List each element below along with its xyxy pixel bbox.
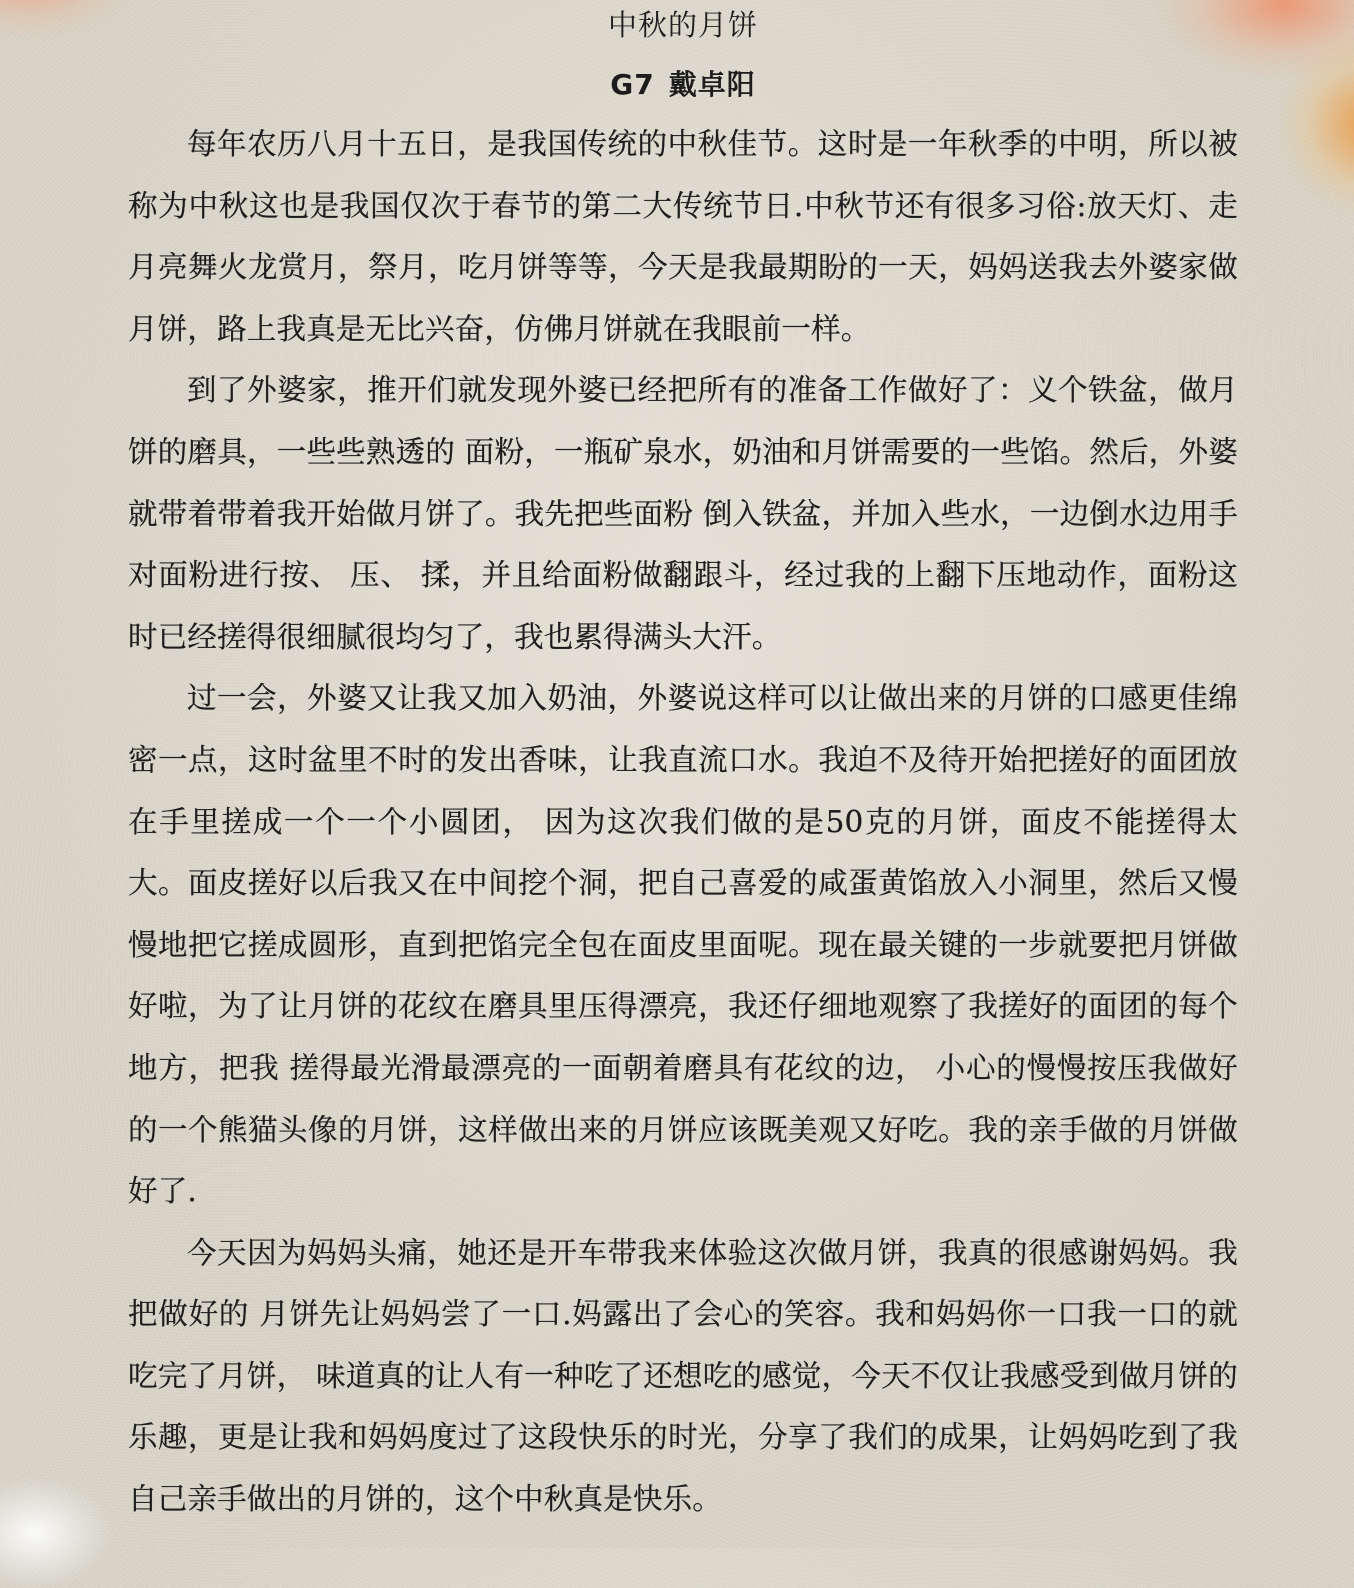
author-class-id: G7 (610, 68, 655, 101)
paragraph-1: 每年农历八月十五日，是我国传统的中秋佳节。这时是一年秋季的中明，所以被称为中秋这也是我国仅次于春节的第二大传统节日.中秋节还有很多习俗:放天灯、走月亮舞火龙赏月，祭月，吃月饼等等，今天是我最期盼的一天，妈妈送我去外婆家做月饼，路上我真是无比兴奋，仿佛月饼就在我眼前一样。 (128, 127, 1238, 346)
paragraph-2: 到了外婆家，推开们就发现外婆已经把所有的准备工作做好了：义个铁盆，做月饼的磨具，一些些熟透的 面粉，一瓶矿泉水，奶油和月饼需要的一些馅。然后，外婆就带着带着我开始做月饼了。我先把些面粉 倒入铁盆，并加入些水，一边倒水边用手对面粉进行按、 压、 揉，并且给面粉做翻跟斗，经过我的上翻下压地动作，面粉这时已经搓得很细腻很均匀了，我也累得满头大汗。 (128, 373, 1238, 654)
decorative-glow-top-left (0, 0, 140, 40)
decorative-glow-bottom-left (0, 1478, 110, 1588)
decorative-glow-right (1274, 30, 1354, 220)
essay-page (128, 0, 1238, 1531)
author-name: 戴卓阳 (668, 68, 756, 101)
paragraph-3: 过一会，外婆又让我又加入奶油，外婆说这样可以让做出来的月饼的口感更佳绵密一点，这时盆里不时的发出香味，让我直流口水。我迫不及待开始把搓好的面团放在手里搓成一个一个小圆团， 因为这次我们做的是50克的月饼，面皮不能搓得太大。面皮搓好以后我又在中间挖个洞，把自己喜爱的咸蛋黄馅放入小洞里，然后又慢慢地把它搓成圆形，直到把馅完全包在面皮里面呢。现在最关键的一步就要把月饼做好啦，为了让月饼的花纹在磨具里压得漂亮，我还仔细地观察了我搓好的面团的每个地方，把我 搓得最光滑最漂亮的一面朝着磨具有花纹的边， 小心的慢慢按压我做好的一个熊猫头像的月饼，这样做出来的月饼应该既美观又好吃。我的亲手做的月饼做好了. (128, 681, 1238, 1209)
essay-title: 中秋的月饼 (607, 8, 758, 42)
essay-author (128, 70, 1238, 100)
paragraph-4: 今天因为妈妈头痛，她还是开车带我来体验这次做月饼，我真的很感谢妈妈。我把做好的 月饼先让妈妈尝了一口.妈露出了会心的笑容。我和妈妈你一口我一口的就吃完了月饼， 味道真的让人有一种吃了还想吃的感觉，今天不仅让我感受到做月饼的乐趣，更是让我和妈妈度过了这段快乐的时光，分享了我们的成果，让妈妈吃到了我自己亲手做出的月饼的，这个中秋真是快乐。 (128, 1235, 1238, 1517)
essay-body (128, 114, 1238, 1531)
